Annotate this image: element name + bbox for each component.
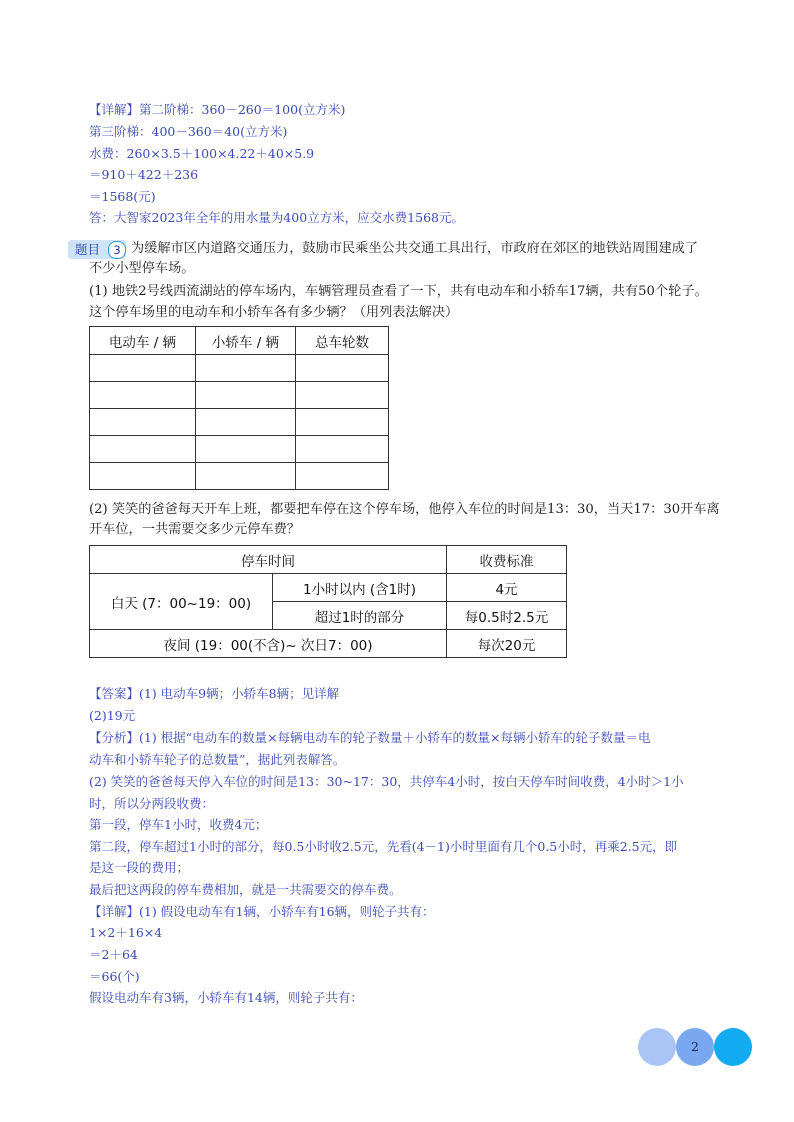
vehicle-table bbox=[89, 326, 389, 490]
question-number-badge: 3 bbox=[108, 241, 126, 259]
table-cell[interactable] bbox=[90, 436, 196, 463]
analysis-line-8: 最后把这两段的停车费相加，就是一共需要交的停车费。 bbox=[89, 882, 402, 897]
day-fee-2: 每0.5时2.5元 bbox=[447, 602, 567, 630]
detail-line-3: ＝2＋64 bbox=[89, 947, 138, 962]
question-part2-line-1: (2) 笑笑的爸爸每天开车上班，都要把车停在这个停车场，他停入车位的时间是13：30，当天17：30开车离 bbox=[89, 502, 720, 517]
header-car: 小轿车 / 辆 bbox=[196, 327, 296, 355]
detail-line-2: 1×2＋16×4 bbox=[89, 925, 163, 940]
table-row bbox=[90, 436, 389, 463]
table-cell[interactable] bbox=[196, 463, 296, 490]
day-time-label: 白天 (7：00~19：00) bbox=[90, 574, 273, 630]
header-parking-time: 停车时间 bbox=[90, 546, 447, 574]
analysis-line-2: 动车和小轿车轮子的总数量”，据此列表解答。 bbox=[89, 752, 346, 767]
analysis-line-3: (2) 笑笑的爸爸每天停入车位的时间是13：30~17：30，共停车4小时，按白天停车时间收费，4小时＞1小 bbox=[89, 774, 684, 789]
question-part2-line-2: 开车位，一共需要交多少元停车费？ bbox=[89, 522, 300, 537]
table-cell[interactable] bbox=[90, 409, 196, 436]
analysis-line-7: 是这一段的费用； bbox=[89, 860, 190, 875]
analysis-line-1: 【分析】(1) 根据“电动车的数量×每辆电动车的轮子数量＋小轿车的数量×每辆小轿车的轮子数量＝电 bbox=[89, 730, 651, 745]
table-cell[interactable] bbox=[90, 355, 196, 382]
page-circle-left bbox=[638, 1028, 676, 1066]
day-fee-1: 4元 bbox=[447, 574, 567, 602]
night-fee: 每次20元 bbox=[447, 630, 567, 658]
table-cell[interactable] bbox=[296, 382, 389, 409]
solution-line-6: 答：大智家2023年全年的用水量为400立方米，应交水费1568元。 bbox=[89, 210, 464, 225]
day-cond-2: 超过1时的部分 bbox=[273, 602, 447, 630]
table-cell[interactable] bbox=[296, 355, 389, 382]
solution-line-2: 第三阶梯：400－360＝40(立方米) bbox=[89, 124, 288, 139]
table-row bbox=[90, 382, 389, 409]
table-cell[interactable] bbox=[90, 463, 196, 490]
table-row bbox=[90, 409, 389, 436]
answer-line-1: 【答案】(1) 电动车9辆；小轿车8辆；见详解 bbox=[89, 686, 340, 701]
header-fee-standard: 收费标准 bbox=[447, 546, 567, 574]
answer-line-2: (2)19元 bbox=[89, 708, 136, 723]
table-row bbox=[90, 463, 389, 490]
question-part1-line-1: (1) 地铁2号线西流湖站的停车场内，车辆管理员查看了一下，共有电动车和小轿车17辆，共有50个轮子。 bbox=[89, 284, 708, 299]
table-cell[interactable] bbox=[296, 409, 389, 436]
question-part1-line-2: 这个停车场里的电动车和小轿车各有多少辆？（用列表法解决） bbox=[89, 305, 459, 320]
analysis-line-5: 第一段，停车1小时，收费4元； bbox=[89, 817, 268, 832]
page-number: 2 bbox=[676, 1028, 714, 1066]
solution-line-3: 水费：260×3.5＋100×4.22＋40×5.9 bbox=[89, 146, 315, 161]
solution-line-5: ＝1568(元) bbox=[89, 189, 156, 204]
day-cond-1: 1小时以内 (含1时) bbox=[273, 574, 447, 602]
question-intro-line-1: 为缓解市区内道路交通压力，鼓励市民乘坐公共交通工具出行，市政府在郊区的地铁站周围建成了 bbox=[131, 241, 699, 256]
detail-line-5: 假设电动车有3辆，小轿车有14辆，则轮子共有： bbox=[89, 990, 363, 1005]
solution-line-4: ＝910＋422＋236 bbox=[89, 167, 199, 182]
question-intro-line-2: 不少小型停车场。 bbox=[89, 261, 195, 276]
header-electric: 电动车 / 辆 bbox=[90, 327, 196, 355]
night-time-label: 夜间 (19：00(不含)~ 次日7：00) bbox=[90, 630, 447, 658]
table-row bbox=[90, 355, 389, 382]
table-cell[interactable] bbox=[296, 463, 389, 490]
header-wheels: 总车轮数 bbox=[296, 327, 389, 355]
table-cell[interactable] bbox=[196, 436, 296, 463]
table-cell[interactable] bbox=[196, 409, 296, 436]
detail-line-1: 【详解】(1) 假设电动车有1辆，小轿车有16辆，则轮子共有： bbox=[89, 904, 435, 919]
solution-line-1: 【详解】第二阶梯：360－260＝100(立方米) bbox=[89, 102, 346, 117]
page-circle-right bbox=[714, 1028, 752, 1066]
question-tag bbox=[68, 240, 126, 259]
table-cell[interactable] bbox=[90, 382, 196, 409]
table-cell[interactable] bbox=[196, 382, 296, 409]
parking-fee-table bbox=[89, 545, 567, 658]
analysis-line-4: 时，所以分两段收费： bbox=[89, 796, 215, 811]
detail-line-4: ＝66(个) bbox=[89, 969, 140, 984]
page-number-decoration bbox=[638, 1028, 754, 1068]
table-cell[interactable] bbox=[196, 355, 296, 382]
question-tag-label: 题目 bbox=[75, 242, 101, 257]
table-cell[interactable] bbox=[296, 436, 389, 463]
analysis-line-6: 第二段，停车超过1小时的部分，每0.5小时收2.5元，先看(4－1)小时里面有几个0.5小时，再乘2.5元，即 bbox=[89, 839, 678, 854]
